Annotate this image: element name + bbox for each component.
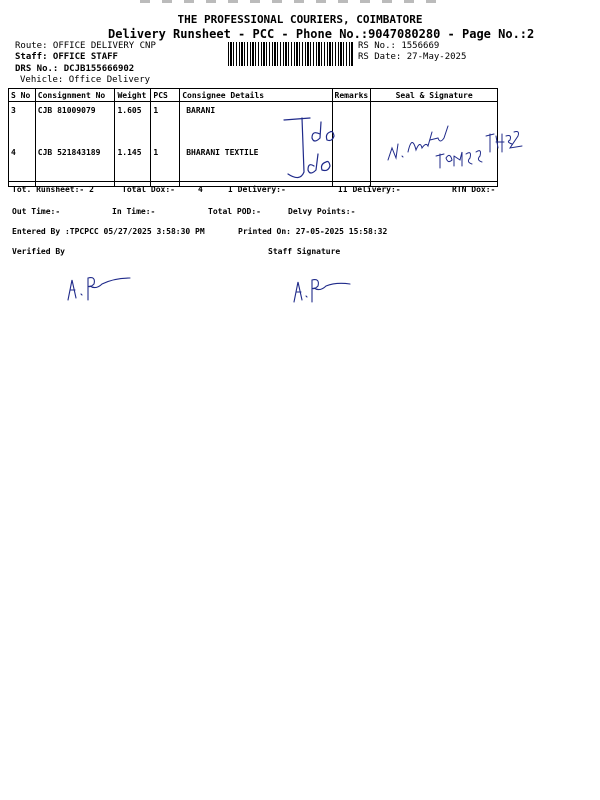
row-weight: 1.145 [115, 144, 151, 187]
row-consignment: CJB 81009079 [35, 102, 115, 145]
staff-signature-label: Staff Signature [268, 247, 341, 256]
rs-number: RS No.: 1556669 [358, 41, 440, 51]
tot-runsheet: Tot. Runsheet:- 2 [12, 185, 94, 194]
row-pcs: 1 [151, 102, 180, 145]
out-time: Out Time:- [12, 207, 61, 216]
table-bottom-rule [8, 181, 498, 182]
row-sno: 3 [9, 102, 36, 145]
recipient-signature [382, 112, 522, 172]
header-consignment-no: Consignment No [35, 89, 115, 102]
delvy-points: Delvy Points:- [288, 207, 356, 216]
entered-by: Entered By :TPCPCC 05/27/2025 3:58:30 PM [12, 227, 205, 236]
staff-signature [288, 272, 358, 307]
header-remarks: Remarks [332, 89, 371, 102]
vehicle: Vehicle: Office Delivery [20, 75, 151, 85]
route: Route: OFFICE DELIVERY CNP [15, 41, 156, 51]
barcode [228, 42, 353, 66]
i-delivery: I Delivery:- [228, 185, 286, 194]
row-pcs: 1 [151, 144, 180, 187]
verified-by: Verified By [12, 247, 65, 256]
header-sno: S No [9, 89, 36, 102]
verifier-signature [62, 270, 137, 305]
total-dox-label: Total Dox:- [122, 185, 175, 194]
row-consignee: BHARANI TEXTILE [180, 144, 332, 187]
handwritten-do-mark [280, 112, 350, 182]
rtn-dox: RTN Dox:- [452, 185, 496, 194]
row-weight: 1.605 [115, 102, 151, 145]
header-pcs: PCS [151, 89, 180, 102]
drs-number: DRS No.: DCJB155666902 [15, 64, 135, 74]
header-weight: Weight [115, 89, 151, 102]
row-sno: 4 [9, 144, 36, 187]
row-consignee: BARANI [180, 102, 332, 145]
row-consignment: CJB 521843189 [35, 144, 115, 187]
staff: Staff: OFFICE STAFF [15, 52, 118, 62]
ii-delivery: II Delivery:- [338, 185, 401, 194]
rs-date: RS Date: 27-May-2025 [358, 52, 467, 62]
runsheet-subtitle: Delivery Runsheet - PCC - Phone No.:9047080280 - Page No.:2 [108, 27, 535, 41]
in-time: In Time:- [112, 207, 156, 216]
company-title: THE PROFESSIONAL COURIERS, COIMBATORE [177, 13, 423, 26]
header-consignee-details: Consignee Details [180, 89, 332, 102]
header-seal-signature: Seal & Signature [371, 89, 498, 102]
printed-on: Printed On: 27-05-2025 15:58:32 [238, 227, 388, 236]
total-pod: Total POD:- [208, 207, 261, 216]
total-dox-value: 4 [198, 185, 203, 194]
faint-top-marks [140, 0, 440, 3]
